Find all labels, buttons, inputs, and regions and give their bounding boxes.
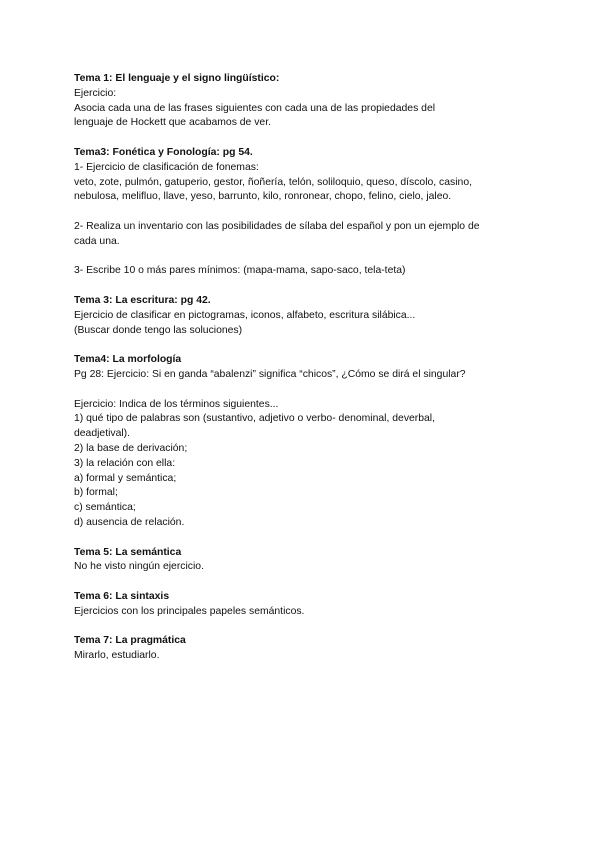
section-tema-6 bbox=[74, 590, 534, 620]
text-line: a) formal y semántica; bbox=[74, 472, 177, 484]
text-line: 1) qué tipo de palabras son (sustantivo, adjetivo o verbo- denominal, deverbal, bbox=[74, 413, 436, 425]
text-line: 1- Ejercicio de clasificación de fonemas: bbox=[74, 161, 259, 173]
section-heading: Tema 6: La sintaxis bbox=[74, 590, 170, 602]
section-tema-7 bbox=[74, 634, 534, 664]
text-line: Ejercicio de clasificar en pictogramas, iconos, alfabeto, escritura silábica... bbox=[74, 309, 416, 321]
section-heading: Tema3: Fonética y Fonología: pg 54. bbox=[74, 146, 253, 158]
section-tema-3-fonetica bbox=[74, 146, 534, 279]
section-tema-5 bbox=[74, 546, 534, 576]
text-line: 2- Realiza un inventario con las posibilidades de sílaba del español y pon un ejemplo de bbox=[74, 220, 480, 232]
section-tema-4 bbox=[74, 353, 534, 531]
text-line: 2) la base de derivación; bbox=[74, 442, 188, 454]
text-line: cada una. bbox=[74, 235, 120, 247]
text-line: Ejercicio: Indica de los términos siguientes... bbox=[74, 398, 279, 410]
text-line: Mirarlo, estudiarlo. bbox=[74, 650, 160, 662]
section-heading: Tema 7: La pragmática bbox=[74, 635, 186, 647]
text-line: d) ausencia de relación. bbox=[74, 516, 185, 528]
text-line: Ejercicio: bbox=[74, 87, 117, 99]
section-heading: Tema4: La morfología bbox=[74, 354, 182, 366]
document-page bbox=[74, 72, 534, 679]
text-line: 3) la relación con ella: bbox=[74, 457, 176, 469]
section-heading: Tema 5: La semántica bbox=[74, 546, 182, 558]
text-line: (Buscar donde tengo las soluciones) bbox=[74, 324, 243, 336]
section-tema-3-escritura bbox=[74, 294, 534, 338]
text-line: b) formal; bbox=[74, 487, 118, 499]
section-heading: Tema 1: El lenguaje y el signo lingüístico: bbox=[74, 73, 280, 84]
text-line: No he visto ningún ejercicio. bbox=[74, 561, 204, 573]
section-tema-1 bbox=[74, 72, 534, 131]
text-line: Ejercicios con los principales papeles semánticos. bbox=[74, 605, 305, 617]
blank-line bbox=[74, 383, 534, 398]
text-line: nebulosa, melifluo, llave, yeso, barrunto, kilo, ronronear, chopo, felino, cielo, jaleo. bbox=[74, 191, 452, 203]
text-line: veto, zote, pulmón, gatuperio, gestor, ñoñería, telón, soliloquio, queso, díscolo, casino, bbox=[74, 176, 472, 188]
blank-line bbox=[74, 250, 534, 265]
text-line: lenguaje de Hockett que acabamos de ver. bbox=[74, 117, 271, 129]
text-line: Pg 28: Ejercicio: Si en ganda “abalenzi” significa “chicos”, ¿Cómo se dirá el singular? bbox=[74, 368, 466, 380]
text-line: Asocia cada una de las frases siguientes con cada una de las propiedades del bbox=[74, 102, 436, 114]
text-line: 3- Escribe 10 o más pares mínimos: (mapa-mama, sapo-saco, tela-teta) bbox=[74, 265, 406, 277]
blank-line bbox=[74, 205, 534, 220]
section-heading: Tema 3: La escritura: pg 42. bbox=[74, 294, 211, 306]
text-line: deadjetival). bbox=[74, 428, 131, 440]
text-line: c) semántica; bbox=[74, 502, 136, 514]
